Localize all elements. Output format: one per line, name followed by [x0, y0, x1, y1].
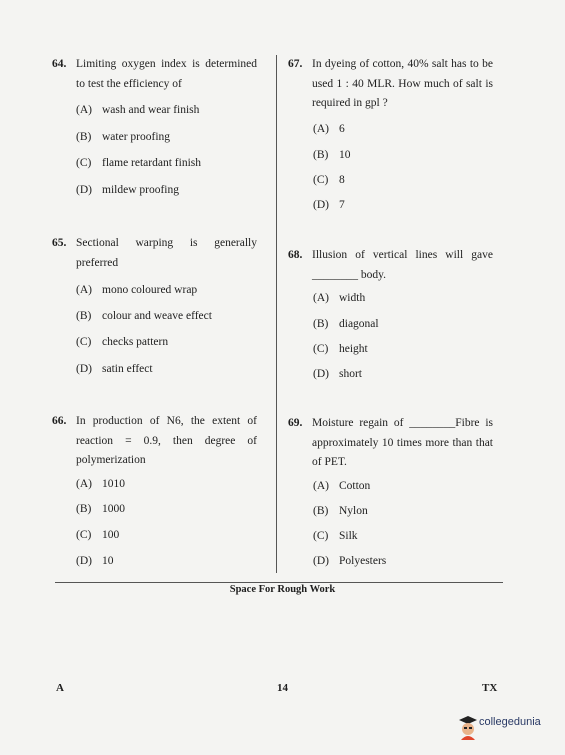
question-text: In production of N6, the extent of reaction = 0.9, then degree of polymerization — [76, 415, 257, 466]
question-number: 69. — [288, 417, 303, 429]
question-number: 68. — [288, 249, 303, 261]
option-d: (D) 7 — [313, 199, 345, 211]
question-64 — [52, 55, 257, 95]
option-c: (C) checks pattern — [76, 336, 169, 348]
option-a: (A) Cotton — [313, 480, 371, 492]
graduate-mascot-icon — [457, 714, 479, 740]
question-text: Illusion of vertical lines will gave ________ body. — [312, 249, 493, 281]
option-c: (C) Silk — [313, 530, 358, 542]
question-number: 67. — [288, 58, 303, 70]
option-d: (D) Polyesters — [313, 555, 387, 567]
option-b: (B) water proofing — [76, 131, 171, 143]
question-number: 66. — [52, 415, 67, 427]
column-divider — [276, 55, 277, 573]
option-a: (A) width — [313, 292, 366, 304]
option-d: (D) short — [313, 368, 362, 380]
option-c: (C) height — [313, 343, 368, 355]
option-b: (B) 10 — [313, 149, 351, 161]
footer-rule — [55, 582, 503, 583]
option-a: (A) 6 — [313, 123, 345, 135]
question-text: In dyeing of cotton, 40% salt has to be used 1 : 40 MLR. How much of salt is required in gpl ? — [312, 58, 493, 109]
option-b: (B) diagonal — [313, 318, 379, 330]
question-65 — [52, 234, 257, 274]
question-66 — [52, 412, 257, 472]
option-a: (A) 1010 — [76, 478, 125, 490]
page-number: 14 — [277, 682, 288, 694]
question-text: Sectional warping is generally preferred — [76, 237, 257, 269]
option-d: (D) 10 — [76, 555, 114, 567]
option-d: (D) mildew proofing — [76, 184, 179, 196]
question-number: 65. — [52, 237, 67, 249]
question-68 — [288, 246, 493, 286]
option-a: (A) wash and wear finish — [76, 104, 200, 116]
option-b: (B) 1000 — [76, 503, 125, 515]
question-text: Limiting oxygen index is determined to test the efficiency of — [76, 58, 257, 90]
set-code: A — [56, 682, 64, 694]
question-number: 64. — [52, 58, 67, 70]
question-69 — [288, 414, 493, 474]
subject-code: TX — [482, 682, 498, 694]
question-text: Moisture regain of ________Fibre is approximately 10 times more than that of PET. — [312, 417, 493, 468]
watermark-logo — [457, 712, 557, 742]
question-67 — [288, 55, 493, 115]
option-c: (C) 100 — [76, 529, 120, 541]
option-c: (C) 8 — [313, 174, 345, 186]
option-b: (B) Nylon — [313, 505, 368, 517]
option-a: (A) mono coloured wrap — [76, 284, 198, 296]
option-c: (C) flame retardant finish — [76, 157, 201, 169]
option-d: (D) satin effect — [76, 363, 153, 375]
rough-work-heading: Space For Rough Work — [229, 584, 336, 595]
brand-name: collegedunia — [479, 716, 541, 728]
option-b: (B) colour and weave effect — [76, 310, 212, 322]
